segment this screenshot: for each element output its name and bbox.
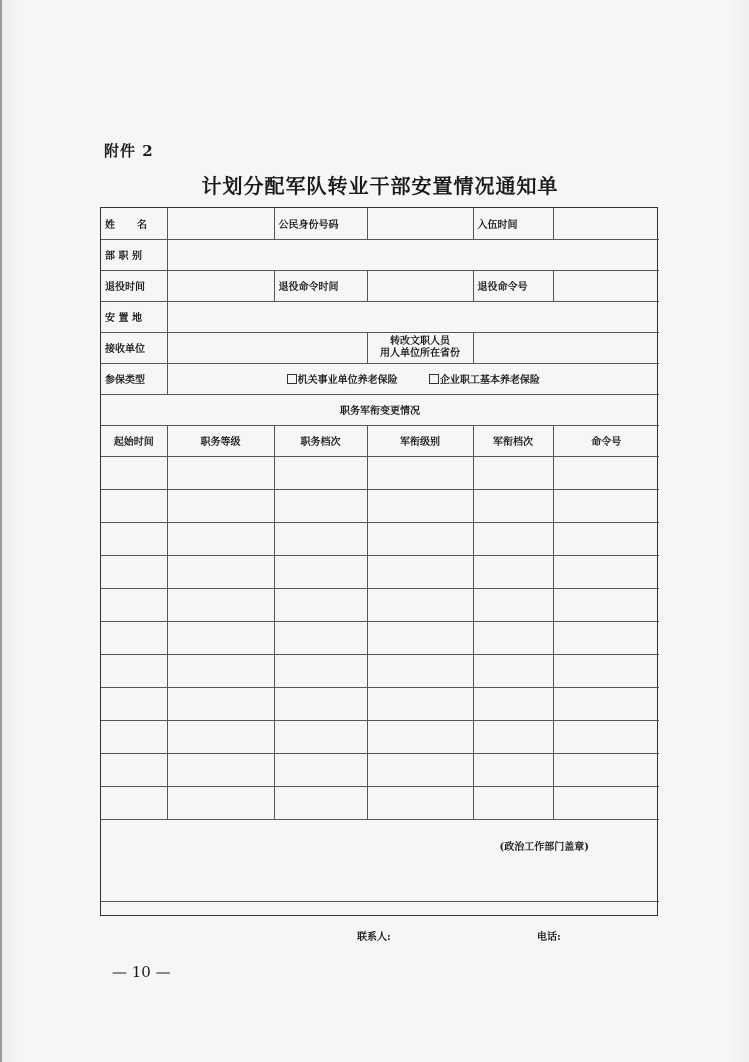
- change-cell[interactable]: [367, 786, 473, 819]
- row-placement: [101, 301, 659, 332]
- change-cell[interactable]: [101, 456, 167, 489]
- change-cell[interactable]: [274, 654, 367, 687]
- changes-body: [101, 456, 659, 819]
- change-cell[interactable]: [101, 588, 167, 621]
- row-receiver: [101, 332, 659, 363]
- change-cell[interactable]: [167, 753, 274, 786]
- change-cell[interactable]: [101, 654, 167, 687]
- change-cell[interactable]: [101, 489, 167, 522]
- change-cell[interactable]: [274, 489, 367, 522]
- change-cell[interactable]: [274, 753, 367, 786]
- change-cell[interactable]: [367, 753, 473, 786]
- retire-order-time-label: 退役命令时间: [274, 270, 367, 301]
- change-cell[interactable]: [274, 555, 367, 588]
- id-label: 公民身份号码: [274, 208, 367, 239]
- change-cell[interactable]: [473, 786, 553, 819]
- changes-column-header: 军衔级别: [367, 425, 473, 456]
- change-cell[interactable]: [167, 786, 274, 819]
- changes-column-header: 职务档次: [274, 425, 367, 456]
- page-number: — 10 —: [112, 963, 171, 981]
- change-cell[interactable]: [553, 621, 659, 654]
- placement-label: 安 置 地: [101, 301, 167, 332]
- seal-area: [101, 819, 659, 901]
- phone-label: 电话:: [537, 932, 561, 943]
- row-footer: [101, 819, 659, 901]
- change-cell[interactable]: [367, 489, 473, 522]
- table-row: [101, 555, 659, 588]
- change-cell[interactable]: [274, 687, 367, 720]
- row-retire: [101, 270, 659, 301]
- change-cell[interactable]: [274, 621, 367, 654]
- change-cell[interactable]: [367, 621, 473, 654]
- change-cell[interactable]: [473, 588, 553, 621]
- change-cell[interactable]: [553, 555, 659, 588]
- attachment-label: 附件 2: [104, 142, 154, 160]
- table-row: [101, 588, 659, 621]
- row-name: [101, 208, 659, 239]
- form-title: 计划分配军队转业干部安置情况通知单: [201, 174, 559, 198]
- change-cell[interactable]: [101, 555, 167, 588]
- change-cell[interactable]: [367, 456, 473, 489]
- table-row: [101, 489, 659, 522]
- page-edge: [0, 0, 2, 1062]
- change-cell[interactable]: [101, 753, 167, 786]
- notice-form: [100, 207, 658, 916]
- change-cell[interactable]: [274, 456, 367, 489]
- change-cell[interactable]: [101, 687, 167, 720]
- change-cell[interactable]: [101, 720, 167, 753]
- civil-label-line2: 用人单位所在省份: [380, 347, 460, 359]
- contact-label: 联系人:: [357, 932, 391, 943]
- row-position: [101, 239, 659, 270]
- id-field[interactable]: [367, 208, 473, 239]
- change-cell[interactable]: [167, 489, 274, 522]
- change-cell[interactable]: [367, 588, 473, 621]
- changes-header-row: [101, 425, 659, 456]
- change-cell[interactable]: [473, 654, 553, 687]
- changes-heading: 职务军衔变更情况: [101, 394, 659, 425]
- change-cell[interactable]: [167, 522, 274, 555]
- change-cell[interactable]: [367, 687, 473, 720]
- change-cell[interactable]: [473, 753, 553, 786]
- change-cell[interactable]: [101, 522, 167, 555]
- change-cell[interactable]: [473, 621, 553, 654]
- enlist-label: 入伍时间: [473, 208, 553, 239]
- change-cell[interactable]: [553, 720, 659, 753]
- retire-order-no-label: 退役命令号: [473, 270, 553, 301]
- change-cell[interactable]: [167, 621, 274, 654]
- checkbox-icon[interactable]: [429, 374, 439, 384]
- change-cell[interactable]: [167, 588, 274, 621]
- retire-time-label: 退役时间: [101, 270, 167, 301]
- retire-time-field[interactable]: [167, 270, 274, 301]
- row-changes-heading: [101, 394, 659, 425]
- retire-order-time-field[interactable]: [367, 270, 473, 301]
- change-cell[interactable]: [553, 687, 659, 720]
- table-row: [101, 621, 659, 654]
- seal-note: (政治工作部门盖章): [499, 841, 589, 853]
- change-cell[interactable]: [274, 720, 367, 753]
- change-cell[interactable]: [473, 522, 553, 555]
- change-cell[interactable]: [367, 720, 473, 753]
- change-cell[interactable]: [274, 588, 367, 621]
- change-cell[interactable]: [367, 654, 473, 687]
- table-row: [101, 786, 659, 819]
- table-row: [101, 522, 659, 555]
- change-cell[interactable]: [167, 654, 274, 687]
- change-cell[interactable]: [167, 456, 274, 489]
- insurance-label: 参保类型: [101, 363, 167, 394]
- civil-label-line1: 转改文职人员: [390, 335, 450, 347]
- change-cell[interactable]: [101, 786, 167, 819]
- position-field[interactable]: [167, 239, 659, 270]
- change-cell[interactable]: [274, 522, 367, 555]
- change-cell[interactable]: [167, 555, 274, 588]
- change-cell[interactable]: [101, 621, 167, 654]
- retire-order-no-field[interactable]: [553, 270, 659, 301]
- table-row: [101, 753, 659, 786]
- name-field[interactable]: [167, 208, 274, 239]
- change-cell[interactable]: [473, 720, 553, 753]
- table-row: [101, 654, 659, 687]
- insurance-option-enterprise[interactable]: 企业职工基本养老保险: [429, 375, 540, 386]
- table-row: [101, 687, 659, 720]
- change-cell[interactable]: [473, 489, 553, 522]
- change-cell[interactable]: [553, 489, 659, 522]
- change-cell[interactable]: [167, 687, 274, 720]
- changes-column-header: 命令号: [553, 425, 659, 456]
- form-table: [101, 208, 659, 902]
- placement-field[interactable]: [167, 301, 659, 332]
- change-cell[interactable]: [473, 456, 553, 489]
- change-cell[interactable]: [553, 786, 659, 819]
- insurance-options: [167, 363, 659, 394]
- change-cell[interactable]: [473, 555, 553, 588]
- change-cell[interactable]: [367, 555, 473, 588]
- change-cell[interactable]: [274, 786, 367, 819]
- civil-province-label: [367, 332, 473, 363]
- change-cell[interactable]: [167, 720, 274, 753]
- civil-province-field[interactable]: [473, 332, 659, 363]
- checkbox-icon[interactable]: [287, 374, 297, 384]
- changes-column-header: 起始时间: [101, 425, 167, 456]
- table-row: [101, 720, 659, 753]
- changes-column-header: 军衔档次: [473, 425, 553, 456]
- change-cell[interactable]: [553, 456, 659, 489]
- enlist-field[interactable]: [553, 208, 659, 239]
- position-label: 部 职 别: [101, 239, 167, 270]
- name-label: 姓 名: [101, 208, 167, 239]
- change-cell[interactable]: [553, 654, 659, 687]
- change-cell[interactable]: [473, 687, 553, 720]
- change-cell[interactable]: [367, 522, 473, 555]
- receiver-label: 接收单位: [101, 332, 167, 363]
- table-row: [101, 456, 659, 489]
- row-insurance: [101, 363, 659, 394]
- receiver-field[interactable]: [167, 332, 367, 363]
- change-cell[interactable]: [553, 588, 659, 621]
- changes-column-header: 职务等级: [167, 425, 274, 456]
- insurance-option-institution[interactable]: 机关事业单位养老保险: [287, 375, 398, 386]
- change-cell[interactable]: [553, 753, 659, 786]
- change-cell[interactable]: [553, 522, 659, 555]
